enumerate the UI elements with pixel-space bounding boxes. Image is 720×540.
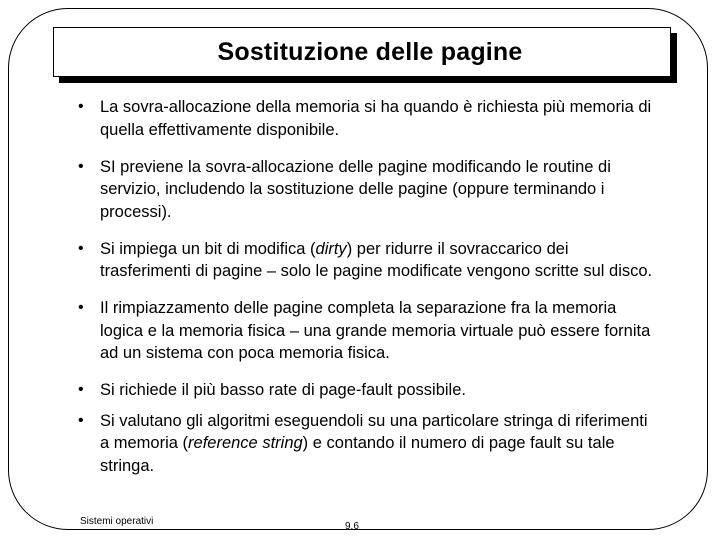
bullet-text: [100, 299, 650, 362]
bullet-text: [100, 381, 466, 399]
bullet-icon: •: [78, 381, 84, 398]
bullet-item: [78, 238, 658, 283]
bullet-text: [100, 240, 652, 281]
bullet-icon: •: [78, 411, 84, 429]
bullet-text: [100, 412, 648, 475]
bullet-text-segment: SI previene la sovra-allocazione delle pagine modificando le routine di servizio, includendo la sostituzione delle pagine (oppure terminando i processi).: [100, 157, 611, 221]
footer-course: Sistemi operativi: [80, 516, 154, 527]
bullet-icon: •: [78, 239, 84, 257]
bullet-text-segment: Si valutano gli algoritmi eseguendoli su una particolare stringa di riferimenti a memoria (: [100, 411, 648, 452]
bullet-text-segment: Si richiede il più basso rate di page-fault possibile.: [100, 381, 466, 399]
bullet-item: [78, 297, 658, 365]
bullet-text-segment: La sovra-allocazione della memoria si ha quando è richiesta più memoria di quella effettivamente disponibile.: [100, 98, 652, 139]
bullet-list: [78, 96, 658, 492]
bullet-item: [78, 96, 658, 141]
bullet-icon: •: [78, 299, 84, 316]
bullet-text: [100, 158, 611, 221]
bullet-item: [78, 379, 658, 402]
bullet-text-italic: dirty: [315, 239, 347, 258]
bullet-text-segment: Si impiega un bit di modifica (: [100, 239, 316, 258]
bullet-icon: •: [78, 98, 84, 115]
bullet-text-italic: reference string: [188, 434, 303, 452]
bullet-icon: •: [78, 157, 84, 175]
bullet-text-segment: ) e contando il numero di page fault su tale stringa.: [100, 434, 615, 475]
title-box: [53, 27, 671, 77]
bullet-item: [78, 156, 658, 224]
bullet-item: [78, 410, 658, 478]
bullet-text-segment: Il rimpiazzamento delle pagine completa la separazione fra la memoria logica e la memoria fisica – una grande memoria virtuale può essere fornita ad un sistema con poca memoria fisica.: [100, 299, 651, 362]
bullet-text-segment: ) per ridurre il sovraccarico dei trasferimenti di pagine – solo le pagine modificate vengono scritte sul disco.: [100, 239, 653, 280]
bullet-text: [100, 98, 651, 139]
slide-title: Sostituzione delle pagine: [217, 37, 523, 66]
footer-page-number: 9.6: [345, 521, 359, 532]
